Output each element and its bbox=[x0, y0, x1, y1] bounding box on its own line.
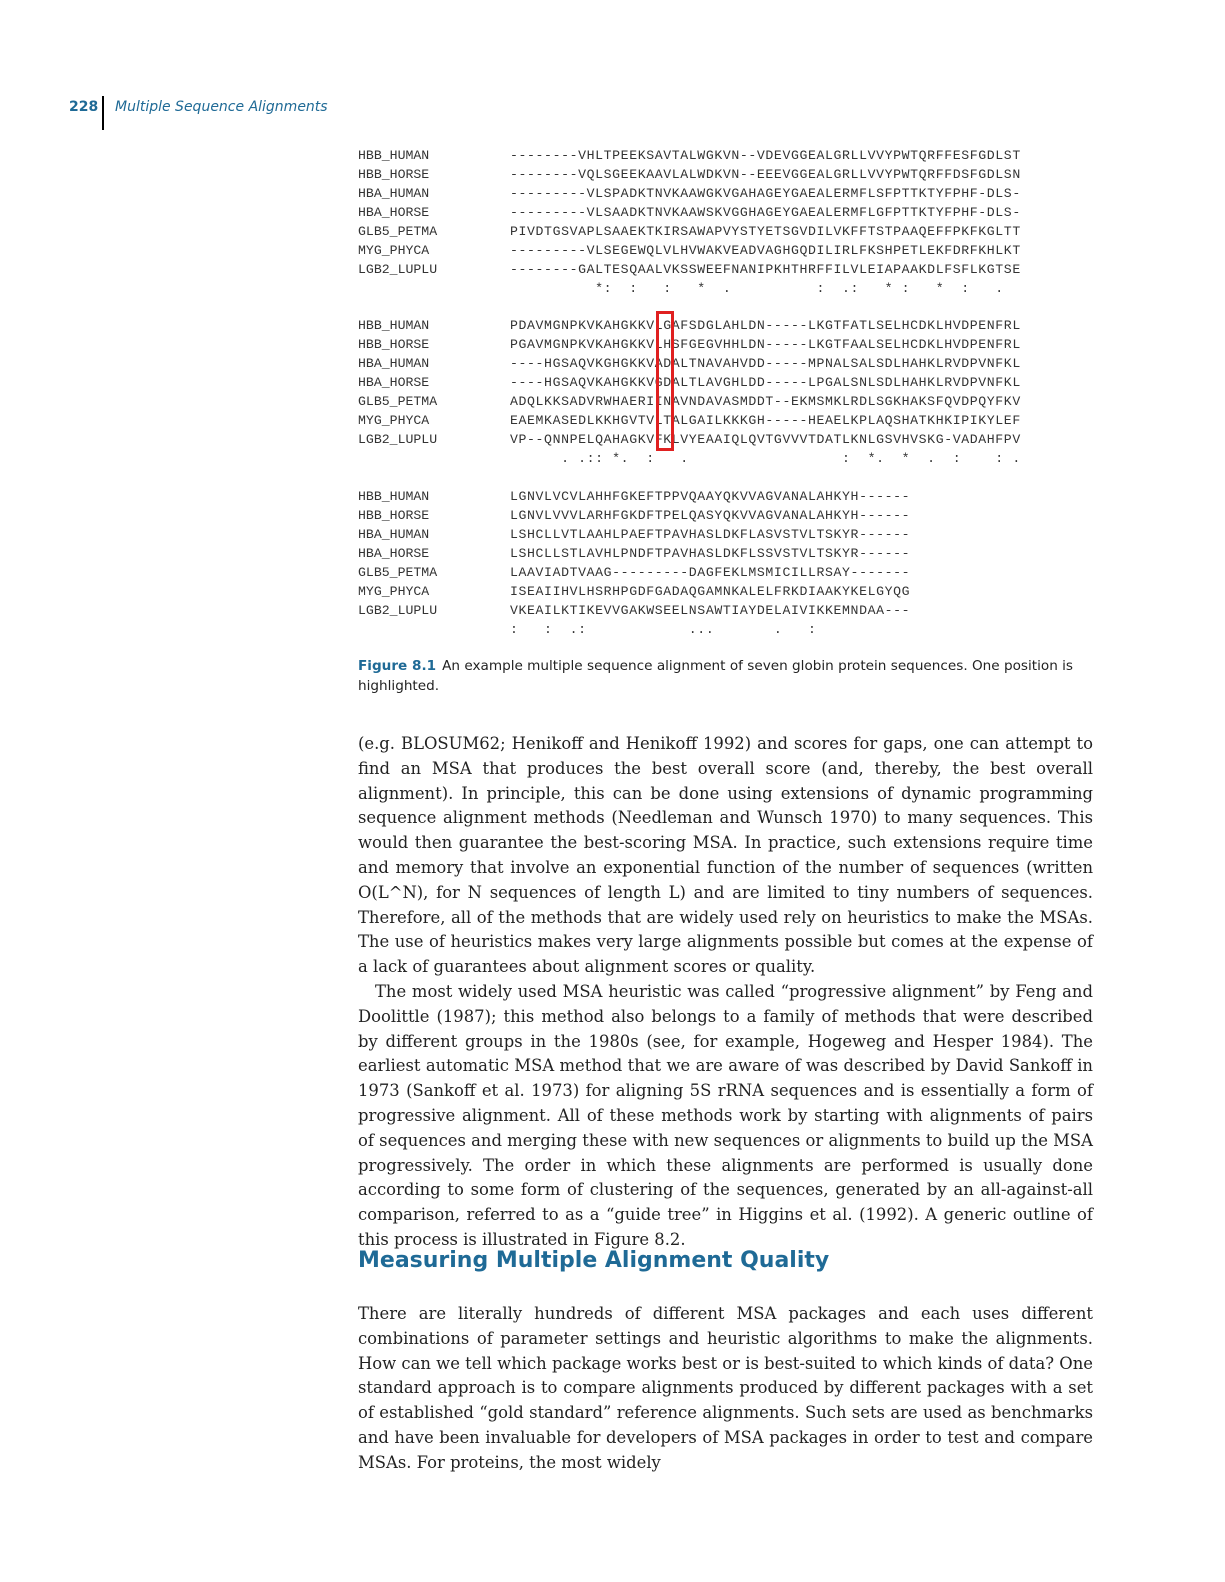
sequence-name: GLB5_PETMA bbox=[358, 224, 438, 239]
figure-label: Figure 8.1 bbox=[358, 658, 437, 674]
sequence-name: MYG_PHYCA bbox=[358, 243, 430, 258]
sequence-residues: ---------VLSAADKTNVKAAWSKVGGHAGEYGAEALERMFLGFPTTKTYFPHF-DLS- bbox=[510, 205, 1021, 220]
sequence-residues: LAAVIADTVAAG---------DAGFEKLMSMICILLRSAY------- bbox=[510, 565, 911, 580]
paragraph: There are literally hundreds of different MSA packages and each uses different combinations of parameter settings and heuristic algorithms to make the alignments. How can we tell which package works best or is best-suited to which kinds of data? One standard approach is to compare alignments produced by different packages with a set of established “gold standard” reference alignments. Such sets are used as benchmarks and have been invaluable for developers of MSA packages in order to test and compare MSAs. For proteins, the most widely bbox=[358, 1304, 1093, 1472]
sequence-residues: --------GALTESQAALVKSSWEEFNANIPKHTHRFFILVLEIAPAAKDLFSFLKGTSE bbox=[510, 262, 1021, 277]
sequence-name: HBB_HORSE bbox=[358, 167, 430, 182]
sequence-name: HBA_HUMAN bbox=[358, 527, 430, 542]
caption-text: An example multiple sequence alignment of seven globin protein sequences. One position is highlighted. bbox=[358, 658, 1073, 694]
sequence-name: LGB2_LUPLU bbox=[358, 432, 438, 447]
sequence-name: HBA_HORSE bbox=[358, 375, 430, 390]
sequence-residues: EAEMKASEDLKKHGVTVLTALGAILKKKGH-----HEAELKPLAQSHATKHKIPIKYLEF bbox=[510, 413, 1021, 428]
sequence-name: HBB_HUMAN bbox=[358, 318, 430, 333]
sequence-residues: PIVDTGSVAPLSAAEKTKIRSAWAPVYSTYETSGVDILVKFFTSTPAAQEFFPKFKGLTT bbox=[510, 224, 1021, 239]
sequence-residues: VKEAILKTIKEVVGAKWSEELNSAWTIAYDELAIVIKKEMNDAA--- bbox=[510, 603, 911, 618]
highlighted-column-box bbox=[656, 311, 674, 451]
sequence-residues: LGNVLVVVLARHFGKDFTPELQASYQKVVAGVANALAHKYH------ bbox=[510, 508, 911, 523]
sequence-name: MYG_PHYCA bbox=[358, 584, 430, 599]
sequence-name: HBB_HUMAN bbox=[358, 148, 430, 163]
sequence-residues: LSHCLLSTLAVHLPNDFTPAVHASLDKFLSSVSTVLTSKYR------ bbox=[510, 546, 911, 561]
sequence-residues: LSHCLLVTLAAHLPAEFTPAVHASLDKFLASVSTVLTSKYR------ bbox=[510, 527, 911, 542]
paragraph: The most widely used MSA heuristic was called “progressive alignment” by Feng and Doolittle (1987); this method also belongs to a family of methods that were described by different groups in the 1980s (see, for example, Hogeweg and Hesper 1984). The earliest automatic MSA method that we are aware of was described by David Sankoff in 1973 (Sankoff et al. 1973) for aligning 5S rRNA sequences and is essentially a form of progressive alignment. All of these methods work by starting with alignments of pairs of sequences and merging these with new sequences or alignments to build up the MSA progressively. The order in which these alignments are performed is usually done according to some form of clustering of the sequences, generated by an all-against-all comparison, referred to as a “guide tree” in Higgins et al. (1992). A generic outline of this process is illustrated in Figure 8.2. bbox=[358, 981, 1093, 1249]
figure-caption bbox=[358, 656, 1094, 696]
paragraph: (e.g. BLOSUM62; Henikoff and Henikoff 1992) and scores for gaps, one can attempt to find an MSA that produces the best overall score (and, thereby, the best overall alignment). In principle, this can be done using extensions of dynamic programming sequence alignment methods (Needleman and Wunsch 1970) to many sequences. This would then guarantee the best-scoring MSA. In practice, such extensions require time and memory that involve an exponential function of the number of sequences (written O(L^N), for N sequences of length L) and are limited to tiny numbers of sequences. Therefore, all of the methods that are widely used rely on heuristics to make the MSAs. The use of heuristics makes very large alignments possible but comes at the expense of a lack of guarantees about alignment scores or quality. bbox=[358, 734, 1093, 977]
sequence-residues: PDAVMGNPKVKAHGKKVLGAFSDGLAHLDN-----LKGTFATLSELHCDKLHVDPENFRL bbox=[510, 318, 1021, 333]
sequence-residues: ----HGSAQVKAHGKKVGDALTLAVGHLDD-----LPGALSNLSDLHAHKLRVDPVNFKL bbox=[510, 375, 1021, 390]
sequence-residues: --------VHLTPEEKSAVTALWGKVN--VDEVGGEALGRLLVVYPWTQRFFESFGDLST bbox=[510, 148, 1021, 163]
page-number: 228 bbox=[69, 99, 99, 115]
consensus-symbols: : : .: ... . : bbox=[510, 622, 817, 637]
sequence-name: HBB_HORSE bbox=[358, 508, 430, 523]
sequence-residues: LGNVLVCVLAHHFGKEFTPPVQAAYQKVVAGVANALAHKYH------ bbox=[510, 489, 911, 504]
sequence-name: HBB_HORSE bbox=[358, 337, 430, 352]
consensus-symbols: *: : : * . : .: * : * : . bbox=[510, 281, 1004, 296]
sequence-name: HBB_HUMAN bbox=[358, 489, 430, 504]
sequence-residues: ----HGSAQVKGHGKKVADALTNAVAHVDD-----MPNALSALSDLHAHKLRVDPVNFKL bbox=[510, 356, 1021, 371]
sequence-residues: --------VQLSGEEKAAVLALWDKVN--EEEVGGEALGRLLVVYPWTQRFFDSFGDLSN bbox=[510, 167, 1021, 182]
sequence-name: HBA_HORSE bbox=[358, 205, 430, 220]
sequence-name: MYG_PHYCA bbox=[358, 413, 430, 428]
sequence-residues: PGAVMGNPKVKAHGKKVLHSFGEGVHHLDN-----LKGTFAALSELHCDKLHVDPENFRL bbox=[510, 337, 1021, 352]
body-text-lower bbox=[358, 1302, 1093, 1476]
sequence-name: LGB2_LUPLU bbox=[358, 262, 438, 277]
sequence-residues: ISEAIIHVLHSRHPGDFGADAQGAMNKALELFRKDIAAKYKELGYQG bbox=[510, 584, 911, 599]
sequence-residues: VP--QNNPELQAHAGKVFKLVYEAAIQLQVTGVVVTDATLKNLGSVHVSKG-VADAHFPV bbox=[510, 432, 1021, 447]
sequence-residues: ---------VLSPADKTNVKAAWGKVGAHAGEYGAEALERMFLSFPTTKTYFPHF-DLS- bbox=[510, 186, 1021, 201]
body-text-upper bbox=[358, 732, 1093, 1253]
consensus-symbols: . .:: *. : . : *. * . : : . bbox=[510, 451, 1021, 466]
sequence-name: GLB5_PETMA bbox=[358, 394, 438, 409]
sequence-name: HBA_HUMAN bbox=[358, 186, 430, 201]
section-heading: Measuring Multiple Alignment Quality bbox=[358, 1248, 830, 1273]
sequence-residues: ADQLKKSADVRWHAERIINAVNDAVASMDDT--EKMSMKLRDLSGKHAKSFQVDPQYFKV bbox=[510, 394, 1021, 409]
sequence-name: GLB5_PETMA bbox=[358, 565, 438, 580]
sequence-name: LGB2_LUPLU bbox=[358, 603, 438, 618]
sequence-name: HBA_HUMAN bbox=[358, 356, 430, 371]
sequence-name: HBA_HORSE bbox=[358, 546, 430, 561]
running-title: Multiple Sequence Alignments bbox=[115, 99, 328, 115]
header-divider bbox=[102, 96, 104, 130]
sequence-residues: ---------VLSEGEWQLVLHVWAKVEADVAGHGQDILIRLFKSHPETLEKFDRFKHLKT bbox=[510, 243, 1021, 258]
